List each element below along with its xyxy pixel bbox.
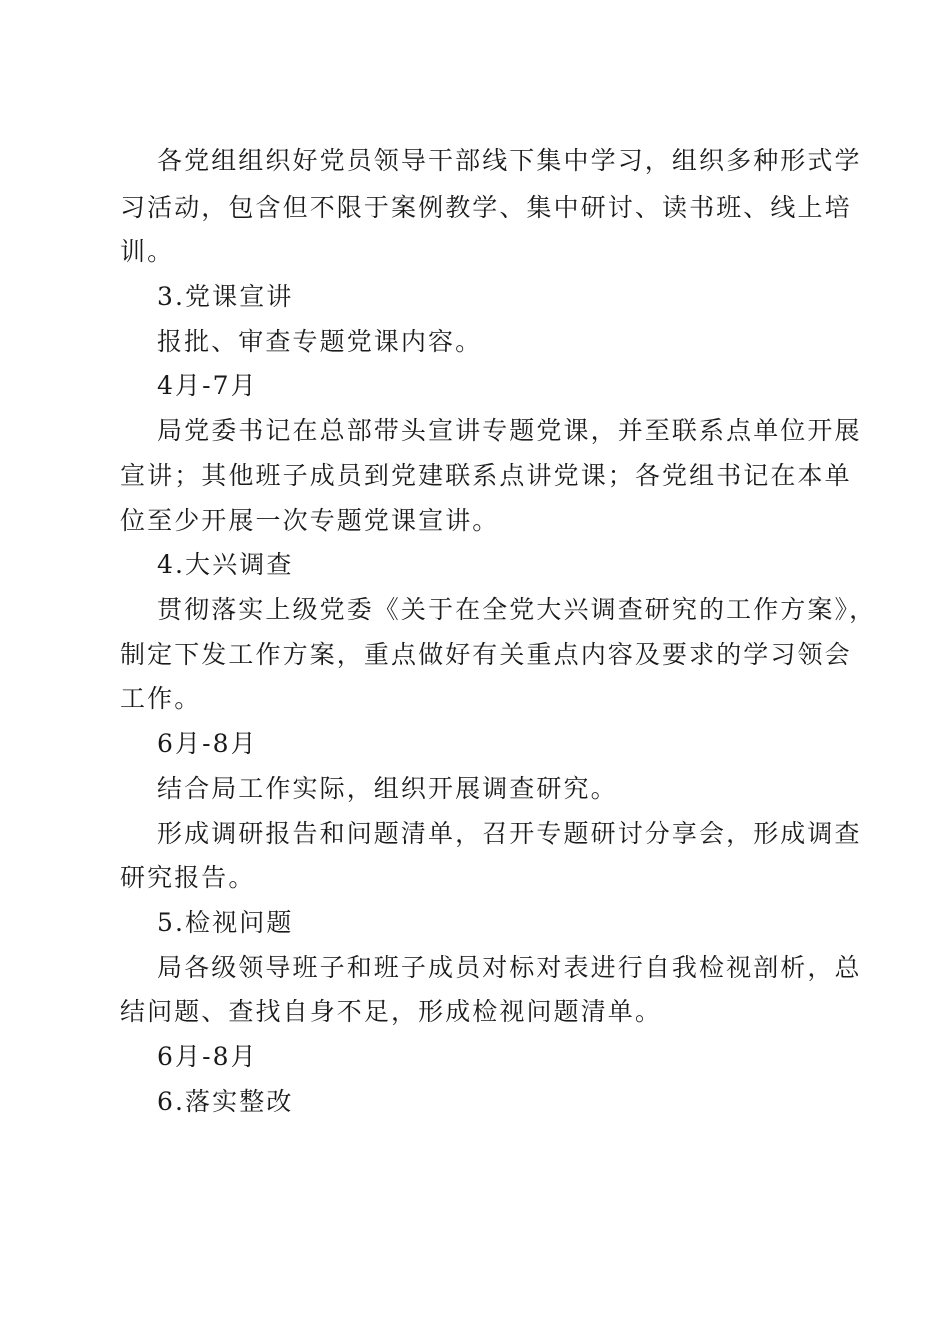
paragraph-line: 宣讲；其他班子成员到党建联系点讲党课；各党组书记在本单: [120, 461, 852, 490]
paragraph-line: 制定下发工作方案，重点做好有关重点内容及要求的学习领会: [120, 640, 852, 669]
paragraph-line: 各党组组织好党员领导干部线下集中学习，组织多种形式学: [157, 146, 862, 175]
date-range: 6月-8月: [157, 1042, 258, 1071]
paragraph-line: 结问题、查找自身不足，形成检视问题清单。: [120, 997, 663, 1026]
paragraph-line: 训。: [120, 237, 175, 266]
paragraph-line: 位至少开展一次专题党课宣讲。: [120, 506, 500, 535]
paragraph-line: 结合局工作实际，组织开展调查研究。: [157, 774, 618, 803]
section-heading: 3.党课宣讲: [157, 282, 294, 311]
paragraph-line: 局党委书记在总部带头宣讲专题党课，并至联系点单位开展: [157, 416, 862, 445]
date-range: 4月-7月: [157, 371, 258, 400]
section-heading: 6.落实整改: [157, 1087, 294, 1116]
paragraph-line: 研究报告。: [120, 863, 256, 892]
paragraph-line: 报批、审查专题党课内容。: [157, 327, 483, 356]
paragraph-line: 工作。: [120, 684, 202, 713]
date-range: 6月-8月: [157, 729, 258, 758]
paragraph-line: 形成调研报告和问题清单，召开专题研讨分享会，形成调查: [157, 819, 862, 848]
paragraph-line: 贯彻落实上级党委《关于在全党大兴调查研究的工作方案》，: [157, 595, 877, 624]
section-heading: 4.大兴调查: [157, 550, 294, 579]
paragraph-line: 局各级领导班子和班子成员对标对表进行自我检视剖析，总: [157, 953, 862, 982]
section-heading: 5.检视问题: [157, 908, 294, 937]
paragraph-line: 习活动，包含但不限于案例教学、集中研讨、读书班、线上培: [120, 193, 852, 222]
